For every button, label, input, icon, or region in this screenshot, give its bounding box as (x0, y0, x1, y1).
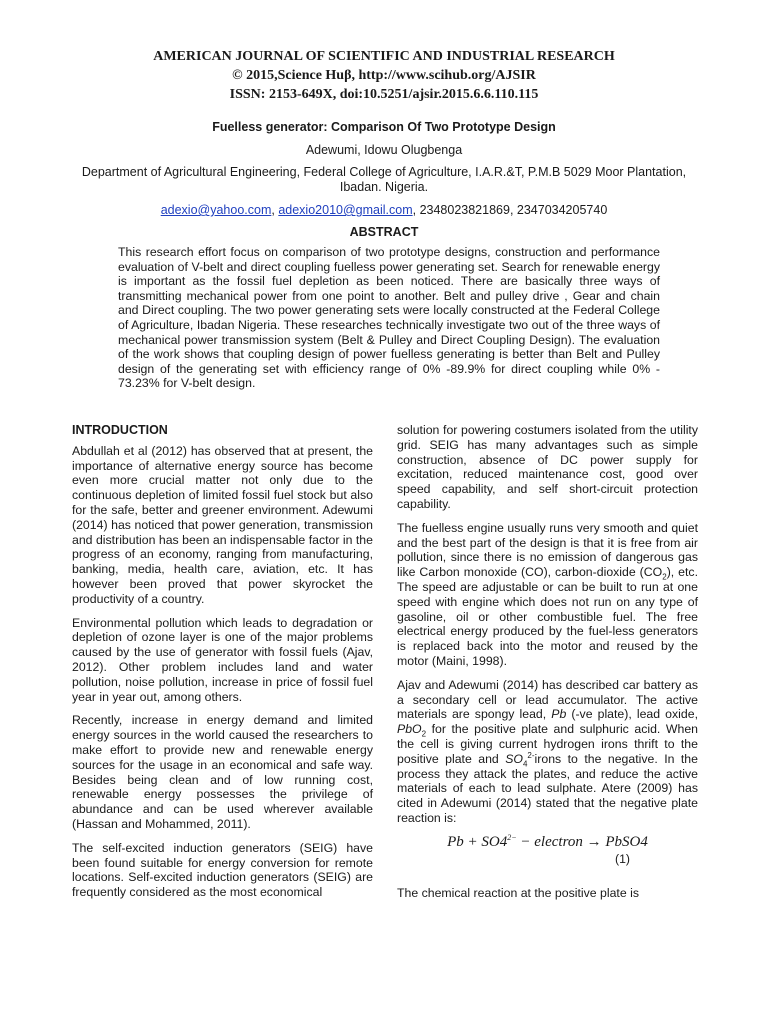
equation-number: (1) (614, 851, 630, 866)
abstract-text: This research effort focus on comparison of two prototype designs, construction and performance evaluation of V-belt and direct coupling fuelless power generating set. Search for renewable energy is important as the fossil fuel depletion as been noticed. There are basically three ways of transmitting mechanical power from one point to another. Belt and pulley drive , Gear and chain and Direct coupling. The two power generating sets were locally constructed at the Federal College of Agriculture, Ibadan Nigeria. These researches technically investigate two out of the three ways of mechanical power transmission system (Belt & Pulley and Direct Coupling Design). The evaluation of the work shows that coupling design of power fuelless generating is better than Belt and Pulley design of the generating set with efficiency range of 0% -89.9% for direct coupling while 0% - 73.23% for V-belt design. (118, 245, 660, 391)
left-column (72, 423, 373, 909)
intro-paragraph-4: The self-excited induction generators (SEIG) have been found suitable for energy conversion for remote locations. Self-excited induction generators (SEIG) are frequently considered as the most economical (72, 840, 373, 900)
journal-copyright: © 2015,Science Huβ, http://www.scihub.org/AJSIR (232, 68, 536, 83)
paper-authors: Adewumi, Idowu Olugbenga (305, 143, 463, 157)
right-column (397, 423, 698, 910)
email-link-2[interactable]: adexio2010@gmail.com (278, 203, 413, 217)
abstract-heading: ABSTRACT (349, 225, 419, 239)
journal-issn: ISSN: 2153-649X, doi:10.5251/ajsir.2015.6.6.110.115 (229, 87, 539, 102)
right-paragraph-3: Ajav and Adewumi (2014) has described car battery as a secondary cell or lead accumulator. The active materials are spongy lead, Pb (-ve plate), lead oxide, PbO$_2$ for the positive plate and sulphuric acid. When the cell is giving current hydrogen irons thrift to the positive plate and $SO_4^{2-}irons$ to the negative. In the process they attack the plates, and reduce the active materials of each to lead sulphate. Atere (2009) has cited in Adewumi (2014) stated that the negative plate reaction is: (397, 677, 698, 825)
introduction-heading: INTRODUCTION (72, 423, 168, 437)
right-paragraph-4: The chemical reaction at the positive plate is (397, 886, 639, 901)
intro-paragraph-3: Recently, increase in energy demand and limited energy sources in the world caused the researchers to make effort to provide new and renewable energy sources for the usage in an economical and safe way. Besides being clean and of low running cost, renewable energy possesses the privilege of abundance and can be used wherever available (Hassan and Mohammed, 2011). (72, 713, 373, 831)
author-affiliation: Department of Agricultural Engineering, Federal College of Agriculture, I.A.R.&T, P.M.B 5029 Moor Plantation, Ibadan. Nigeria. (81, 165, 687, 194)
journal-name: AMERICAN JOURNAL OF SCIENTIFIC AND INDUSTRIAL RESEARCH (153, 49, 615, 64)
phone-numbers: , 2348023821869, 2347034205740 (412, 203, 608, 217)
email-link-1[interactable]: adexio@yahoo.com (160, 203, 272, 217)
chemical-equation: $Pb + SO4^{2-}$ − electron → PbSO4 (447, 832, 648, 850)
right-paragraph-1: solution for powering costumers isolated from the utility grid. SEIG has many advantages such as simple construction, absence of DC power supply for excitation, reduced maintenance cost, good over speed capability, and self short-circuit protection capability. (397, 423, 698, 511)
contact-separator: , (271, 203, 279, 217)
intro-paragraph-1: Abdullah et al (2012) has observed that at present, the importance of alternative energy source has become even more crucial matter not only due to the continuous depletion of limited fossil fuel stock but also for the safe, better and greener environment. Adewumi (2014) has noticed that power generation, transmission and distribution has been an indispensable factor in the progress of an economy, ranging from manufacturing, banking, media, health care, aviation, etc. It has however been proved that power skyrocket the productivity of a country. (72, 443, 373, 606)
right-paragraph-2: The fuelless engine usually runs very smooth and quiet and the best part of the design is that it is free from air pollution, since there is no emission of dangerous gas like Carbon monoxide (CO), carbon-dioxide $(CO_2)$, etc. The speed are adjustable or can be built to run at one speed with engine which does not run on any type of gasoline, oil or other combustible fuel. The free electrical energy produced by the fuel-less generators is replaced back into the motor and reused by the motor (Maini, 1998). (397, 520, 698, 668)
intro-paragraph-2: Environmental pollution which leads to degradation or depletion of ozone layer is one of the major problems caused by the use of generator with fossil fuels (Ajav, 2012). Other problem includes land and water pollution, noise pollution, increase in price of fossil fuel year in year out, among others. (72, 615, 373, 704)
paper-title: Fuelless generator: Comparison Of Two Prototype Design (212, 120, 556, 134)
contact-line (0, 203, 768, 217)
